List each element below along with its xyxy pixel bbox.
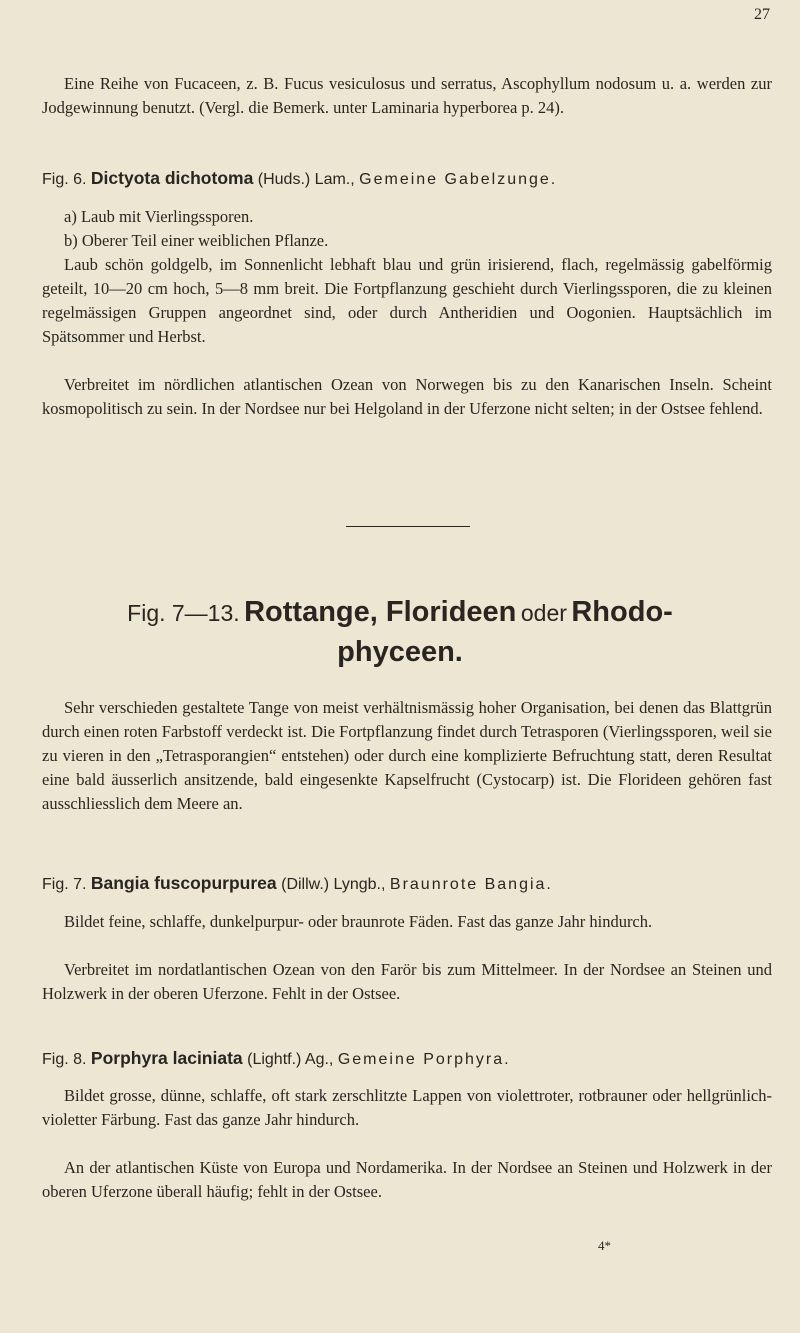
fig6-item-a: a) Laub mit Vierlingssporen. — [64, 207, 254, 226]
fig7-common-name: Braunrote Bangia. — [389, 876, 553, 893]
fig6-heading — [42, 168, 557, 189]
section-fig-range: Fig. 7—13. — [127, 600, 240, 626]
section-heading-line-2 — [0, 636, 800, 669]
section-title-a: Rottange, Florideen — [244, 596, 517, 628]
section-title-c: phyceen. — [337, 636, 463, 668]
fig6-common-name: Gemeine Gabelzunge. — [359, 171, 558, 188]
fig7-number: Fig. 7. — [42, 876, 87, 893]
fig6-paragraph-2: Verbreitet im nördlichen atlantischen Ozean von Norwegen bis zu den Kanarischen Inseln. Scheint kosmopolitisch zu sein. In der Nordsee nur bei Helgoland in der Uferzone nicht selten; in der Ostsee fehlend. — [42, 375, 772, 418]
fig6-number: Fig. 6. — [42, 171, 87, 188]
intro-paragraph: Eine Reihe von Fucaceen, z. B. Fucus vesiculosus und serratus, Ascophyllum nodosum u. a. werden zur Jodgewinnung benutzt. (Vergl. die Bemerk. unter Laminaria hyperborea p. 24). — [42, 74, 772, 117]
page-number: 27 — [754, 6, 770, 23]
fig8-paragraph-2: An der atlantischen Küste von Europa und Nordamerika. In der Nordsee an Steinen und Holzwerk in der oberen Uferzone überall häufig; fehlt in der Ostsee. — [42, 1158, 772, 1201]
section-title-b: Rhodo- — [571, 596, 673, 628]
fig6-item-b: b) Oberer Teil einer weiblichen Pflanze. — [64, 231, 329, 250]
fig7-author: (Dillw.) Lyngb., — [281, 876, 386, 893]
section-divider — [346, 526, 470, 527]
section-title-oder: oder — [520, 600, 567, 626]
fig8-author: (Lightf.) Ag., — [247, 1051, 334, 1068]
section-heading-line-1 — [0, 596, 800, 629]
signature-mark: 4* — [598, 1238, 611, 1253]
fig8-heading — [42, 1048, 511, 1069]
fig7-heading — [42, 873, 553, 894]
fig8-paragraph-1: Bildet grosse, dünne, schlaffe, oft stark zerschlitzte Lappen von violettroter, rotbrauner oder hellgrünlich-violetter Färbung. Fast das ganze Jahr hindurch. — [42, 1086, 772, 1129]
fig7-paragraph-1: Bildet feine, schlaffe, dunkelpurpur- oder braunrote Fäden. Fast das ganze Jahr hindurch. — [64, 912, 653, 931]
fig8-latin-name: Porphyra laciniata — [90, 1048, 243, 1068]
fig8-number: Fig. 8. — [42, 1051, 87, 1068]
fig7-latin-name: Bangia fuscopurpurea — [90, 873, 277, 893]
fig6-paragraph-1: Laub schön goldgelb, im Sonnenlicht lebhaft blau und grün irisierend, flach, regelmässig gabelförmig geteilt, 10—20 cm hoch, 5—8 mm breit. Die Fortpflanzung geschieht durch Vierlingssporen, die zu kleinen regelmässigen Gruppen angeordnet sind, oder durch Antheridien und Oogonien. Hauptsächlich im Spätsommer und Herbst. — [42, 255, 772, 346]
fig8-common-name: Gemeine Porphyra. — [337, 1051, 511, 1068]
fig7-paragraph-2: Verbreitet im nordatlantischen Ozean von den Farör bis zum Mittelmeer. In der Nordsee an Steinen und Holzwerk in der oberen Uferzone. Fehlt in der Ostsee. — [42, 960, 772, 1003]
section-paragraph: Sehr verschieden gestaltete Tange von meist verhältnismässig hoher Organisation, bei denen das Blattgrün durch einen roten Farbstoff verdeckt ist. Die Fortpflanzung findet durch Tetrasporen (Vierlingssporen, weil sie zu vieren in den „Tetrasporangien“ entstehen) oder durch eine komplizierte Befruchtung statt, deren Resultat eine bald äusserlich ansitzende, bald eingesenkte Kapselfrucht (Cystocarp) ist. Die Florideen gehören fast ausschliesslich dem Meere an. — [42, 698, 772, 813]
fig6-latin-name: Dictyota dichotoma — [90, 168, 254, 188]
fig6-author: (Huds.) Lam., — [257, 171, 355, 188]
